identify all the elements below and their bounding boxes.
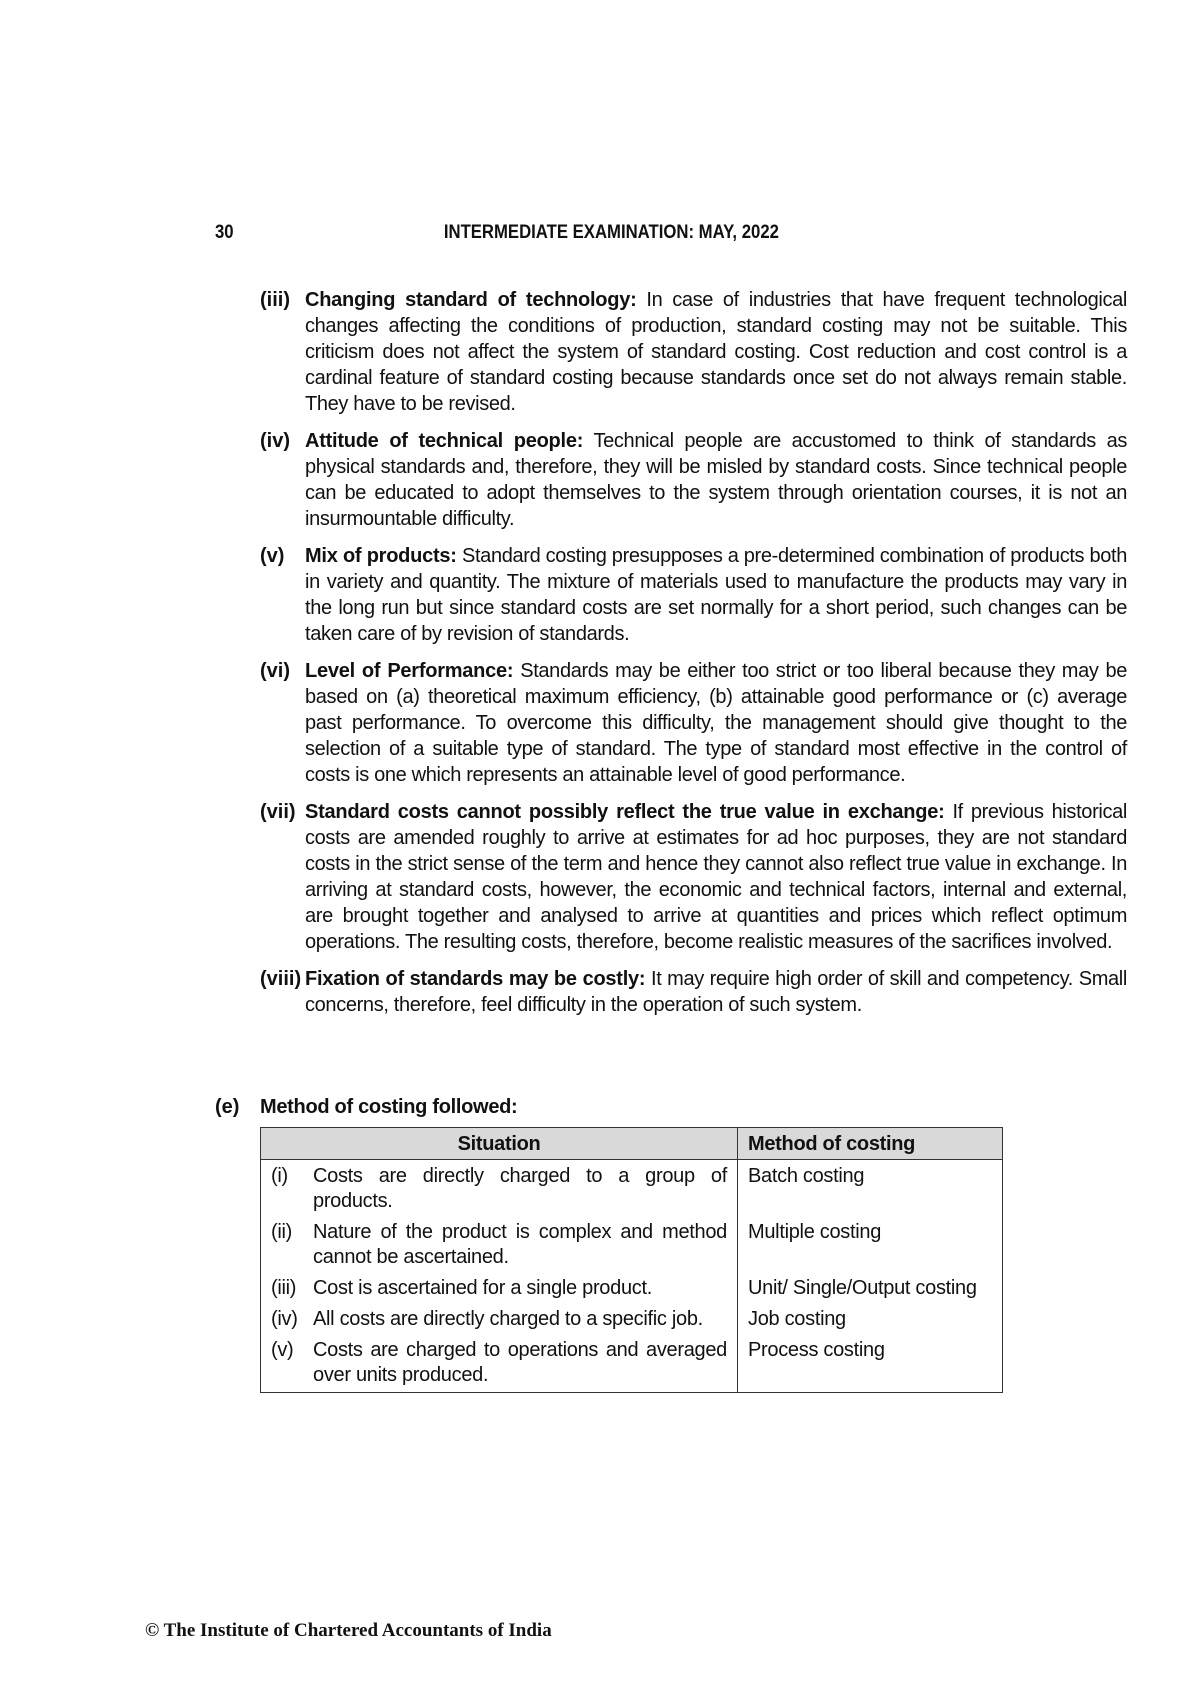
table-row bbox=[261, 1160, 1003, 1219]
row-number: (v) bbox=[261, 1336, 308, 1393]
item-text: Standards may be either too strict or too liberal because they may be based on (a) theoretical maximum efficiency, (b) attainable good performance or (c) average past performance. To overcome this difficulty, the management should give thought to the selection of a suitable type of standard. The type of standard most effective in the control of costs is one which represents an attainable level of good performance. bbox=[305, 660, 1127, 786]
page-title-text: INTERMEDIATE EXAMINATION: MAY, 2022 bbox=[443, 222, 780, 243]
page-title bbox=[0, 222, 1191, 244]
item-body bbox=[305, 658, 1127, 788]
situation-cell: Cost is ascertained for a single product. bbox=[313, 1277, 652, 1299]
item-heading: Level of Performance: bbox=[305, 660, 514, 682]
item-number: (viii) bbox=[260, 968, 302, 990]
item-body bbox=[305, 799, 1127, 955]
answer-list bbox=[260, 287, 1127, 1029]
row-number: (ii) bbox=[261, 1218, 308, 1274]
item-heading: Changing standard of technology: bbox=[305, 289, 637, 311]
table-header-row bbox=[261, 1128, 1003, 1160]
row-number: (iii) bbox=[261, 1274, 308, 1305]
item-text: It may require high order of skill and competency. Small concerns, therefore, feel difficulty in the operation of such system. bbox=[305, 968, 1127, 1016]
item-heading: Attitude of technical people: bbox=[305, 430, 584, 452]
item-number: (vii) bbox=[260, 801, 296, 823]
item-heading: Standard costs cannot possibly reflect the true value in exchange: bbox=[305, 801, 945, 823]
table-row bbox=[261, 1274, 1003, 1305]
situation-cell: Costs are charged to operations and averaged over units produced. bbox=[307, 1336, 738, 1393]
item-body bbox=[305, 428, 1127, 532]
list-item bbox=[260, 658, 1127, 788]
item-body bbox=[305, 543, 1127, 647]
section-e-heading bbox=[215, 1094, 517, 1120]
costing-method-table bbox=[260, 1127, 1003, 1393]
item-body bbox=[305, 287, 1127, 417]
list-item bbox=[260, 428, 1127, 532]
section-label: (e) bbox=[215, 1096, 240, 1118]
list-item bbox=[260, 966, 1127, 1018]
method-header: Method of costing bbox=[738, 1128, 1003, 1160]
section-title: Method of costing followed: bbox=[260, 1096, 518, 1118]
list-item bbox=[260, 543, 1127, 647]
item-number: (vi) bbox=[260, 660, 290, 682]
method-cell: Batch costing bbox=[738, 1160, 1003, 1219]
situation-cell: Costs are directly charged to a group of products. bbox=[313, 1165, 727, 1212]
copyright-footer: © The Institute of Chartered Accountants of India bbox=[145, 1620, 552, 1641]
item-number: (iv) bbox=[260, 430, 290, 452]
item-text: Standard costing presupposes a pre-determined combination of products both in variety and quantity. The mixture of materials used to manufacture the products may vary in the long run but since standard costs are set normally for a short period, such changes can be taken care of by revision of standards. bbox=[305, 545, 1128, 645]
table-row bbox=[261, 1336, 1003, 1393]
item-heading: Mix of products: bbox=[305, 545, 457, 567]
list-item bbox=[260, 799, 1127, 955]
situation-header: Situation bbox=[261, 1128, 738, 1160]
page-number: 30 bbox=[215, 222, 234, 243]
item-body bbox=[305, 966, 1127, 1018]
situation-cell: All costs are directly charged to a specific job. bbox=[313, 1308, 703, 1330]
row-number: (i) bbox=[261, 1160, 308, 1219]
item-number: (iii) bbox=[260, 289, 290, 311]
table-row bbox=[261, 1218, 1003, 1274]
row-number: (iv) bbox=[261, 1305, 308, 1336]
method-cell: Job costing bbox=[738, 1305, 1003, 1336]
method-cell: Process costing bbox=[738, 1336, 1003, 1393]
item-text: In case of industries that have frequent technological changes affecting the conditions of production, standard costing may not be suitable. This criticism does not affect the system of standard costing. Cost reduction and cost control is a cardinal feature of standard costing because standards once set do not always remain stable. They have to be revised. bbox=[305, 289, 1127, 415]
list-item bbox=[260, 287, 1127, 417]
method-cell: Multiple costing bbox=[738, 1218, 1003, 1274]
table-row bbox=[261, 1305, 1003, 1336]
method-cell: Unit/ Single/Output costing bbox=[738, 1274, 1003, 1305]
situation-cell: Nature of the product is complex and method cannot be ascertained. bbox=[313, 1221, 727, 1268]
item-heading: Fixation of standards may be costly: bbox=[305, 968, 646, 990]
item-text: If previous historical costs are amended roughly to arrive at estimates for ad hoc purposes, they are not standard costs in the strict sense of the term and hence they cannot also reflect true value in exchange. In arriving at standard costs, however, the economic and technical factors, internal and external, are brought together and analysed to arrive at quantities and prices which reflect optimum operations. The resulting costs, therefore, become realistic measures of the sacrifices involved. bbox=[305, 801, 1127, 953]
item-text: Technical people are accustomed to think of standards as physical standards and, therefore, they will be misled by standard costs. Since technical people can be educated to adopt themselves to the system through orientation courses, it is not an insurmountable difficulty. bbox=[305, 430, 1127, 530]
item-number: (v) bbox=[260, 545, 285, 567]
